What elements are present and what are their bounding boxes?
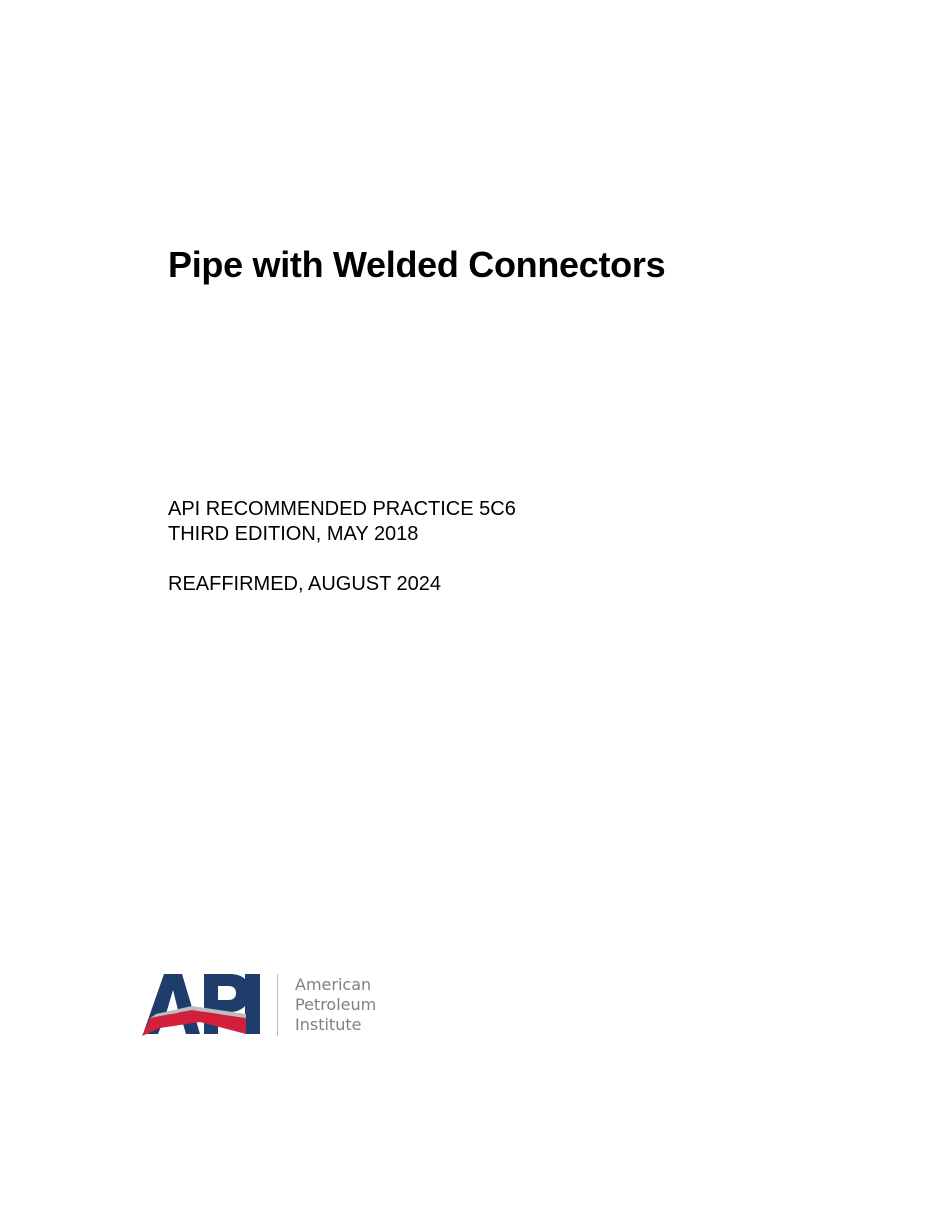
api-logo [142,970,402,1040]
edition: THIRD EDITION, MAY 2018 [168,523,419,545]
reaffirmed-date: REAFFIRMED, AUGUST 2024 [168,573,442,595]
org-line-3: Institute [295,1015,362,1034]
api-logo-mark [142,970,268,1038]
designation: API RECOMMENDED PRACTICE 5C6 [168,498,516,520]
document-title: Pipe with Welded Connectors [168,244,666,285]
logo-divider [277,974,278,1036]
logo-org-name [295,975,376,1035]
org-line-2: Petroleum [295,995,377,1014]
document-meta [168,497,516,597]
org-line-1: American [295,975,372,994]
meta-spacer [168,547,516,572]
